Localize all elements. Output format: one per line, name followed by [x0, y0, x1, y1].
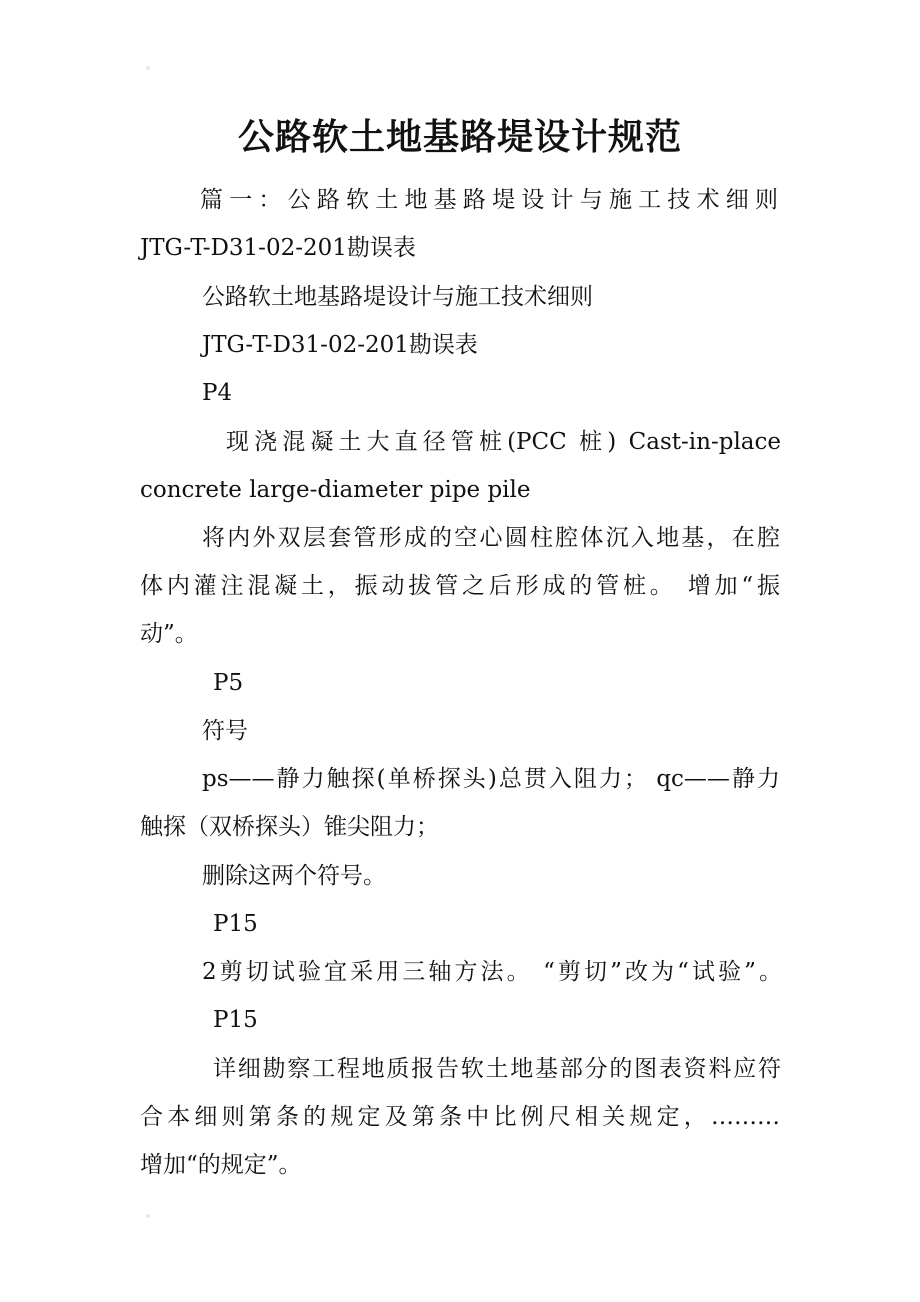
paragraph-line: 触探（双桥探头）锥尖阻力； — [140, 814, 439, 840]
paragraph-line: 符号 — [202, 718, 248, 744]
paragraph-line: 公路软土地基路堤设计与施工技术细则 — [202, 284, 593, 310]
paragraph-line: 合本细则第条的规定及第条中比例尺相关规定，……… — [140, 1104, 780, 1130]
paragraph-line: 现浇混凝土大直径管桩(PCC 桩) Cast-in-place — [226, 429, 781, 455]
corner-mark-top — [146, 66, 150, 70]
document-title: 公路软土地基路堤设计规范 — [237, 116, 682, 158]
paragraph-line: JTG-T-D31-02-201勘误表 — [140, 235, 416, 261]
paragraph-line: P5 — [213, 670, 244, 696]
paragraph-line: 将内外双层套管形成的空心圆柱腔体沉入地基，在腔 — [202, 525, 780, 551]
paragraph-line: P4 — [202, 380, 233, 406]
paragraph-line: 体内灌注混凝土，振动拔管之后形成的管桩。 增加“振 — [140, 573, 780, 599]
paragraph-line: P15 — [213, 1007, 258, 1033]
paragraph-line: ps——静力触探(单桥探头)总贯入阻力； qc——静力 — [202, 766, 780, 792]
paragraph-line: 增加“的规定”。 — [140, 1152, 302, 1178]
paragraph-line: JTG-T-D31-02-201勘误表 — [202, 332, 478, 358]
paragraph-line: 动”。 — [140, 621, 198, 647]
paragraph-line: 删除这两个符号。 — [202, 863, 386, 889]
paragraph-line: 详细勘察工程地质报告软土地基部分的图表资料应符 — [213, 1056, 781, 1082]
corner-mark-bottom — [146, 1214, 150, 1218]
paragraph-line: P15 — [213, 911, 258, 937]
paragraph-line: concrete large-diameter pipe pile — [140, 477, 531, 503]
paragraph-line: 2剪切试验宜采用三轴方法。 “剪切”改为“试验”。 — [202, 959, 782, 985]
paragraph-line: 篇一：公路软土地基路堤设计与施工技术细则 — [200, 187, 778, 213]
